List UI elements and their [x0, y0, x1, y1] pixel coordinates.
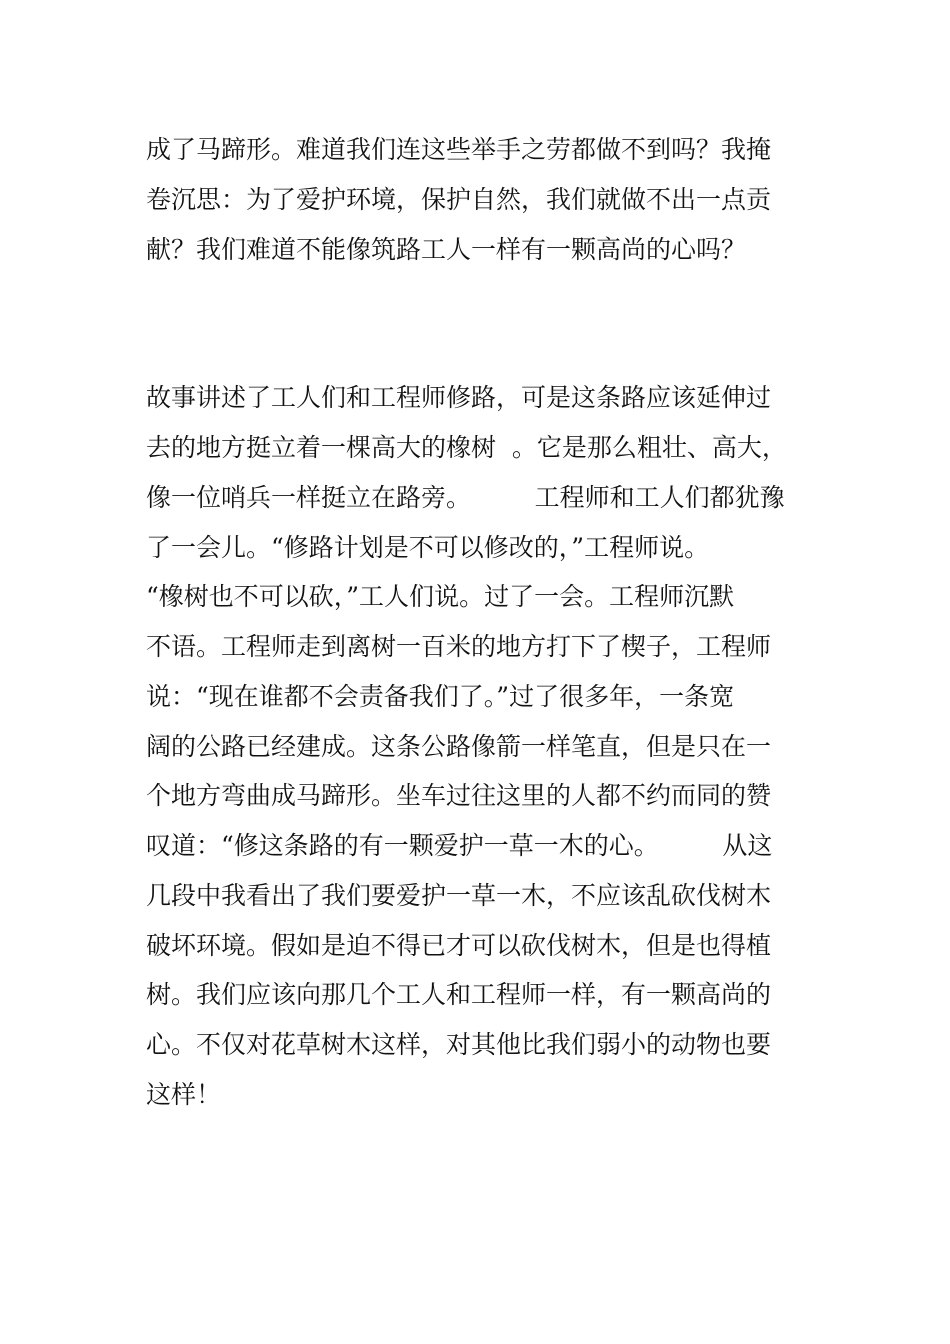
paragraph-2-line-12: 破坏环境。假如是迫不得已才可以砍伐树木，但是也得植 [146, 931, 772, 960]
paragraph-2-line-3: 像一位哨兵一样挺立在路旁。 工程师和工人们都犹豫 [146, 483, 785, 512]
paragraph-1-line-2: 卷沉思：为了爱护环境，保护自然，我们就做不出一点贡 [146, 185, 772, 214]
paragraph-2-line-10: 叹道：“修这条路的有一颗爱护一草一木的心。 从这 [146, 831, 773, 860]
paragraph-2-line-5: “橡树也不可以砍，”工人们说。过了一会。工程师沉默 [146, 582, 735, 611]
paragraph-2-line-14: 心。不仅对花草树木这样，对其他比我们弱小的动物也要 [146, 1030, 772, 1059]
paragraph-1-line-3: 献？我们难道不能像筑路工人一样有一颗高尚的心吗？ [146, 235, 747, 264]
paragraph-2-line-1: 故事讲述了工人们和工程师修路，可是这条路应该延伸过 [146, 383, 772, 412]
paragraph-2-line-8: 阔的公路已经建成。这条公路像箭一样笔直，但是只在一 [146, 732, 772, 761]
paragraph-2-line-15: 这样！ [146, 1080, 222, 1109]
paragraph-2-line-9: 个地方弯曲成马蹄形。坐车过往这里的人都不约而同的赞 [146, 781, 772, 810]
paragraph-2-line-4: 了一会儿。“修路计划是不可以修改的，”工程师说。 [146, 533, 710, 562]
paragraph-2-line-6: 不语。工程师走到离树一百米的地方打下了楔子，工程师 [146, 632, 772, 661]
paragraph-2-line-2: 去的地方挺立着一棵高大的橡树 。它是那么粗壮、高大， [146, 433, 787, 462]
paragraph-2-line-7: 说：“现在谁都不会责备我们了。”过了很多年，一条宽 [146, 682, 735, 711]
paragraph-2-line-13: 树。我们应该向那几个工人和工程师一样，有一颗高尚的 [146, 980, 772, 1009]
paragraph-2-line-11: 几段中我看出了我们要爱护一草一木，不应该乱砍伐树木 [146, 881, 772, 910]
paragraph-1-line-1: 成了马蹄形。难道我们连这些举手之劳都做不到吗？我掩 [146, 135, 772, 164]
